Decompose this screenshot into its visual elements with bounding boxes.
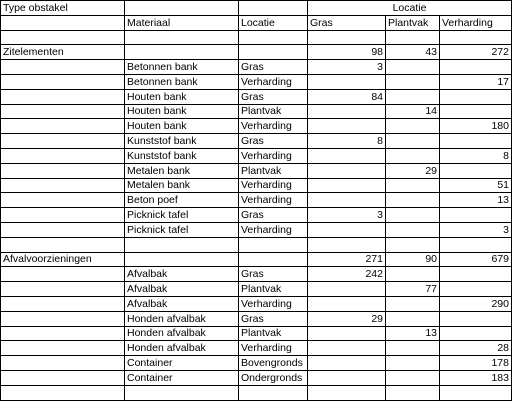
plantvak-cell[interactable] — [386, 134, 440, 149]
table-row — [1, 370, 512, 385]
group-label-cell[interactable] — [1, 30, 125, 45]
plantvak-cell[interactable] — [386, 356, 440, 371]
verharding-cell[interactable]: 13 — [440, 193, 512, 208]
header-type-obstakel[interactable]: Type obstakel — [1, 1, 125, 16]
locatie-cell[interactable]: Verharding — [239, 74, 308, 89]
table-row — [1, 74, 512, 89]
locatie-cell[interactable]: Gras — [239, 89, 308, 104]
materiaal-cell[interactable]: Metalen bank — [125, 178, 239, 193]
materiaal-cell[interactable]: Afvalbak — [125, 282, 239, 297]
materiaal-cell[interactable]: Kunststof bank — [125, 134, 239, 149]
gras-cell[interactable] — [308, 163, 386, 178]
gras-cell[interactable] — [308, 341, 386, 356]
verharding-cell[interactable]: 17 — [440, 74, 512, 89]
group-label-cell[interactable] — [1, 119, 125, 134]
group-label-cell[interactable] — [1, 237, 125, 252]
materiaal-cell[interactable]: Afvalbak — [125, 296, 239, 311]
materiaal-cell[interactable]: Honden afvalbak — [125, 311, 239, 326]
header-empty-cell[interactable] — [239, 1, 308, 16]
verharding-cell[interactable]: 180 — [440, 119, 512, 134]
verharding-cell[interactable] — [440, 282, 512, 297]
gras-cell[interactable] — [308, 104, 386, 119]
materiaal-cell[interactable]: Kunststof bank — [125, 148, 239, 163]
group-label-cell[interactable] — [1, 296, 125, 311]
plantvak-cell[interactable] — [386, 370, 440, 385]
materiaal-cell[interactable]: Container — [125, 370, 239, 385]
locatie-cell[interactable]: Plantvak — [239, 163, 308, 178]
materiaal-cell[interactable]: Betonnen bank — [125, 60, 239, 75]
verharding-cell[interactable] — [440, 208, 512, 223]
gras-cell[interactable]: 271 — [308, 252, 386, 267]
locatie-cell[interactable] — [239, 252, 308, 267]
gras-cell[interactable] — [308, 385, 386, 400]
materiaal-cell[interactable]: Container — [125, 356, 239, 371]
verharding-cell[interactable] — [440, 267, 512, 282]
table-row — [1, 163, 512, 178]
header-locatie[interactable]: Locatie — [239, 15, 308, 30]
gras-cell[interactable] — [308, 30, 386, 45]
header-row-1 — [1, 1, 512, 16]
table-row — [1, 282, 512, 297]
locatie-cell[interactable]: Gras — [239, 60, 308, 75]
header-materiaal[interactable]: Materiaal — [125, 15, 239, 30]
plantvak-cell[interactable] — [386, 60, 440, 75]
group-label-cell[interactable] — [1, 282, 125, 297]
gras-cell[interactable] — [308, 296, 386, 311]
locatie-cell[interactable] — [239, 30, 308, 45]
gras-cell[interactable] — [308, 74, 386, 89]
gras-cell[interactable]: 8 — [308, 134, 386, 149]
group-label-cell[interactable] — [1, 89, 125, 104]
table-row — [1, 119, 512, 134]
gras-cell[interactable] — [308, 282, 386, 297]
locatie-cell[interactable] — [239, 385, 308, 400]
materiaal-cell[interactable]: Metalen bank — [125, 163, 239, 178]
materiaal-cell[interactable]: Honden afvalbak — [125, 341, 239, 356]
locatie-cell[interactable]: Verharding — [239, 341, 308, 356]
group-label-cell[interactable] — [1, 267, 125, 282]
header-row-2 — [1, 15, 512, 30]
materiaal-cell[interactable]: Honden afvalbak — [125, 326, 239, 341]
verharding-cell[interactable]: 28 — [440, 341, 512, 356]
gras-cell[interactable] — [308, 222, 386, 237]
plantvak-cell[interactable] — [386, 74, 440, 89]
verharding-cell[interactable] — [440, 163, 512, 178]
locatie-cell[interactable]: Verharding — [239, 193, 308, 208]
plantvak-cell[interactable]: 90 — [386, 252, 440, 267]
locatie-cell[interactable]: Plantvak — [239, 104, 308, 119]
header-empty-cell[interactable] — [125, 1, 239, 16]
gras-cell[interactable] — [308, 326, 386, 341]
group-label-cell[interactable] — [1, 74, 125, 89]
table-row — [1, 356, 512, 371]
table-row — [1, 267, 512, 282]
materiaal-cell[interactable]: Afvalbak — [125, 267, 239, 282]
table-row — [1, 296, 512, 311]
gras-cell[interactable] — [308, 148, 386, 163]
plantvak-cell[interactable] — [386, 119, 440, 134]
verharding-cell[interactable] — [440, 237, 512, 252]
header-locatie-group[interactable]: Locatie — [308, 1, 512, 16]
group-label-cell[interactable] — [1, 385, 125, 400]
verharding-cell[interactable] — [440, 89, 512, 104]
plantvak-cell[interactable]: 77 — [386, 282, 440, 297]
table-row — [1, 311, 512, 326]
group-label-cell[interactable] — [1, 104, 125, 119]
materiaal-cell[interactable]: Houten bank — [125, 89, 239, 104]
table-row — [1, 89, 512, 104]
verharding-cell[interactable] — [440, 385, 512, 400]
plantvak-cell[interactable] — [386, 148, 440, 163]
locatie-cell[interactable]: Verharding — [239, 148, 308, 163]
gras-cell[interactable] — [308, 370, 386, 385]
group-label-cell[interactable] — [1, 148, 125, 163]
plantvak-cell[interactable] — [386, 193, 440, 208]
table-row — [1, 104, 512, 119]
locatie-cell[interactable]: Plantvak — [239, 282, 308, 297]
locatie-cell[interactable]: Gras — [239, 311, 308, 326]
group-label-cell[interactable] — [1, 326, 125, 341]
group-label-cell[interactable] — [1, 341, 125, 356]
header-verharding[interactable]: Verharding — [440, 15, 512, 30]
plantvak-cell[interactable] — [386, 267, 440, 282]
locatie-cell[interactable]: Gras — [239, 134, 308, 149]
group-label-cell[interactable] — [1, 193, 125, 208]
gras-cell[interactable] — [308, 237, 386, 252]
group-label-cell[interactable] — [1, 356, 125, 371]
blank-row — [1, 30, 512, 45]
locatie-cell[interactable]: Plantvak — [239, 326, 308, 341]
group-row — [1, 252, 512, 267]
table-row — [1, 222, 512, 237]
gras-cell[interactable]: 3 — [308, 208, 386, 223]
plantvak-cell[interactable] — [386, 30, 440, 45]
header-plantvak[interactable]: Plantvak — [386, 15, 440, 30]
plantvak-cell[interactable] — [386, 89, 440, 104]
verharding-cell[interactable] — [440, 104, 512, 119]
plantvak-cell[interactable]: 13 — [386, 326, 440, 341]
gras-cell[interactable]: 29 — [308, 311, 386, 326]
locatie-cell[interactable]: Bovengronds — [239, 356, 308, 371]
verharding-cell[interactable]: 8 — [440, 148, 512, 163]
group-label-cell[interactable] — [1, 222, 125, 237]
blank-row — [1, 237, 512, 252]
materiaal-cell[interactable]: Houten bank — [125, 119, 239, 134]
group-label-cell[interactable]: Zitelementen — [1, 45, 125, 60]
materiaal-cell[interactable] — [125, 385, 239, 400]
group-label-cell[interactable] — [1, 134, 125, 149]
materiaal-cell[interactable]: Houten bank — [125, 104, 239, 119]
verharding-cell[interactable] — [440, 60, 512, 75]
plantvak-cell[interactable] — [386, 178, 440, 193]
verharding-cell[interactable]: 3 — [440, 222, 512, 237]
gras-cell[interactable] — [308, 119, 386, 134]
verharding-cell[interactable] — [440, 30, 512, 45]
group-label-cell[interactable] — [1, 370, 125, 385]
plantvak-cell[interactable]: 29 — [386, 163, 440, 178]
locatie-cell[interactable]: Verharding — [239, 222, 308, 237]
plantvak-cell[interactable] — [386, 208, 440, 223]
verharding-cell[interactable] — [440, 134, 512, 149]
group-label-cell[interactable] — [1, 311, 125, 326]
plantvak-cell[interactable]: 14 — [386, 104, 440, 119]
table-row — [1, 178, 512, 193]
group-label-cell[interactable] — [1, 178, 125, 193]
table-row — [1, 148, 512, 163]
plantvak-cell[interactable] — [386, 341, 440, 356]
materiaal-cell[interactable]: Picknick tafel — [125, 222, 239, 237]
gras-cell[interactable] — [308, 356, 386, 371]
materiaal-cell[interactable]: Beton poef — [125, 193, 239, 208]
gras-cell[interactable]: 98 — [308, 45, 386, 60]
plantvak-cell[interactable] — [386, 311, 440, 326]
locatie-cell[interactable]: Gras — [239, 267, 308, 282]
plantvak-cell[interactable]: 43 — [386, 45, 440, 60]
locatie-cell[interactable]: Verharding — [239, 178, 308, 193]
plantvak-cell[interactable] — [386, 237, 440, 252]
table-row — [1, 341, 512, 356]
materiaal-cell[interactable] — [125, 30, 239, 45]
plantvak-cell[interactable] — [386, 296, 440, 311]
verharding-cell[interactable]: 178 — [440, 356, 512, 371]
verharding-cell[interactable]: 51 — [440, 178, 512, 193]
table-body — [1, 30, 512, 400]
group-label-cell[interactable]: Afvalvoorzieningen — [1, 252, 125, 267]
locatie-cell[interactable]: Verharding — [239, 119, 308, 134]
verharding-cell[interactable] — [440, 311, 512, 326]
materiaal-cell[interactable] — [125, 45, 239, 60]
plantvak-cell[interactable] — [386, 222, 440, 237]
locatie-cell[interactable]: Ondergronds — [239, 370, 308, 385]
verharding-cell[interactable]: 183 — [440, 370, 512, 385]
group-label-cell[interactable] — [1, 163, 125, 178]
locatie-cell[interactable] — [239, 237, 308, 252]
group-row — [1, 45, 512, 60]
materiaal-cell[interactable] — [125, 237, 239, 252]
gras-cell[interactable]: 84 — [308, 89, 386, 104]
header-gras[interactable]: Gras — [308, 15, 386, 30]
table-row — [1, 208, 512, 223]
materiaal-cell[interactable]: Betonnen bank — [125, 74, 239, 89]
gras-cell[interactable]: 3 — [308, 60, 386, 75]
locatie-cell[interactable] — [239, 45, 308, 60]
plantvak-cell[interactable] — [386, 385, 440, 400]
gras-cell[interactable] — [308, 178, 386, 193]
verharding-cell[interactable] — [440, 326, 512, 341]
locatie-cell[interactable]: Verharding — [239, 296, 308, 311]
verharding-cell[interactable]: 290 — [440, 296, 512, 311]
header-empty-cell[interactable] — [1, 15, 125, 30]
materiaal-cell[interactable] — [125, 252, 239, 267]
gras-cell[interactable] — [308, 193, 386, 208]
table-row — [1, 193, 512, 208]
group-label-cell[interactable] — [1, 208, 125, 223]
blank-row — [1, 385, 512, 400]
locatie-cell[interactable]: Gras — [239, 208, 308, 223]
table-row — [1, 326, 512, 341]
verharding-cell[interactable]: 679 — [440, 252, 512, 267]
materiaal-cell[interactable]: Picknick tafel — [125, 208, 239, 223]
gras-cell[interactable]: 242 — [308, 267, 386, 282]
group-label-cell[interactable] — [1, 60, 125, 75]
table-row — [1, 134, 512, 149]
verharding-cell[interactable]: 272 — [440, 45, 512, 60]
table-row — [1, 60, 512, 75]
